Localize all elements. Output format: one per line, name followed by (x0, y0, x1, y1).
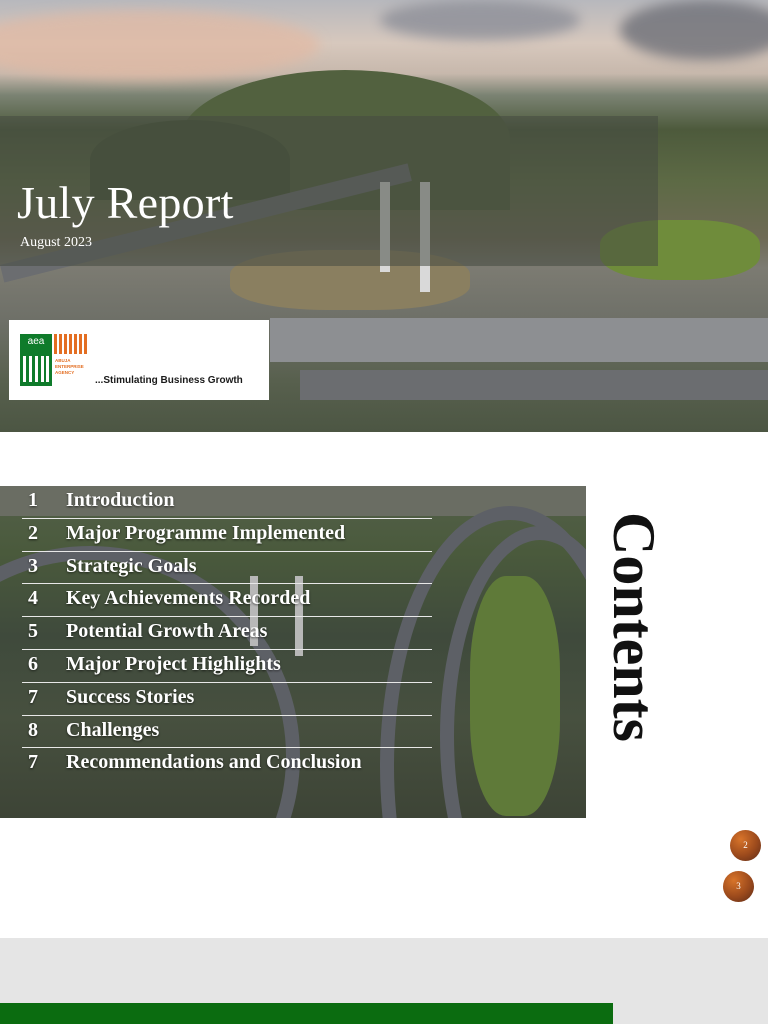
logo-orange-block (54, 334, 90, 386)
toc-item-project-highlights[interactable] (22, 650, 432, 683)
toc-label: Strategic Goals (66, 554, 197, 577)
toc-label: Challenges (66, 718, 160, 741)
toc-item-recommendations[interactable] (22, 748, 432, 781)
toc-label: Success Stories (66, 685, 195, 708)
table-of-contents (22, 486, 432, 781)
toc-label: Major Programme Implemented (66, 521, 346, 544)
toc-item-challenges[interactable] (22, 716, 432, 749)
toc-number: 3 (28, 554, 38, 577)
toc-number: 7 (28, 751, 38, 774)
toc-label: Potential Growth Areas (66, 620, 268, 643)
toc-number: 6 (28, 652, 38, 675)
footer-green-bar (0, 1003, 613, 1024)
field (470, 576, 560, 816)
toc-label: Key Achievements Recorded (66, 587, 311, 610)
cloud (0, 10, 320, 80)
bridge (270, 318, 768, 362)
cloud (380, 0, 580, 40)
logo-tagline: ...Stimulating Business Growth (95, 375, 243, 386)
road (300, 370, 768, 400)
logo-bars-icon (23, 356, 49, 382)
toc-label: Introduction (66, 489, 175, 511)
toc-number: 2 (28, 521, 38, 544)
toc-item-strategic-goals[interactable] (22, 552, 432, 585)
report-date: August 2023 (20, 235, 92, 250)
logo-green-block (20, 334, 52, 386)
page-indicator-2[interactable]: 2 (730, 830, 761, 861)
toc-number: 1 (28, 489, 38, 511)
toc-number: 7 (28, 685, 38, 708)
contents-heading-text: Contents (601, 512, 667, 743)
logo-abbr: aea (27, 336, 45, 347)
page-indicator-3[interactable]: 3 (723, 871, 754, 902)
toc-item-key-achievements[interactable] (22, 584, 432, 617)
cloud (620, 0, 768, 60)
toc-label: Major Project Highlights (66, 652, 281, 675)
toc-item-introduction[interactable] (22, 486, 432, 519)
toc-number: 5 (28, 620, 38, 643)
toc-item-growth-areas[interactable] (22, 617, 432, 650)
toc-number: 4 (28, 587, 38, 610)
agency-logo (9, 320, 269, 400)
toc-item-major-programme[interactable] (22, 519, 432, 552)
toc-item-success-stories[interactable] (22, 683, 432, 716)
report-title: July Report (17, 177, 234, 228)
contents-heading (600, 512, 670, 788)
toc-number: 8 (28, 718, 38, 741)
toc-label: Recommendations and Conclusion (66, 751, 362, 774)
logo-small-text: ABUJA ENTERPRISE AGENCY (55, 358, 84, 375)
